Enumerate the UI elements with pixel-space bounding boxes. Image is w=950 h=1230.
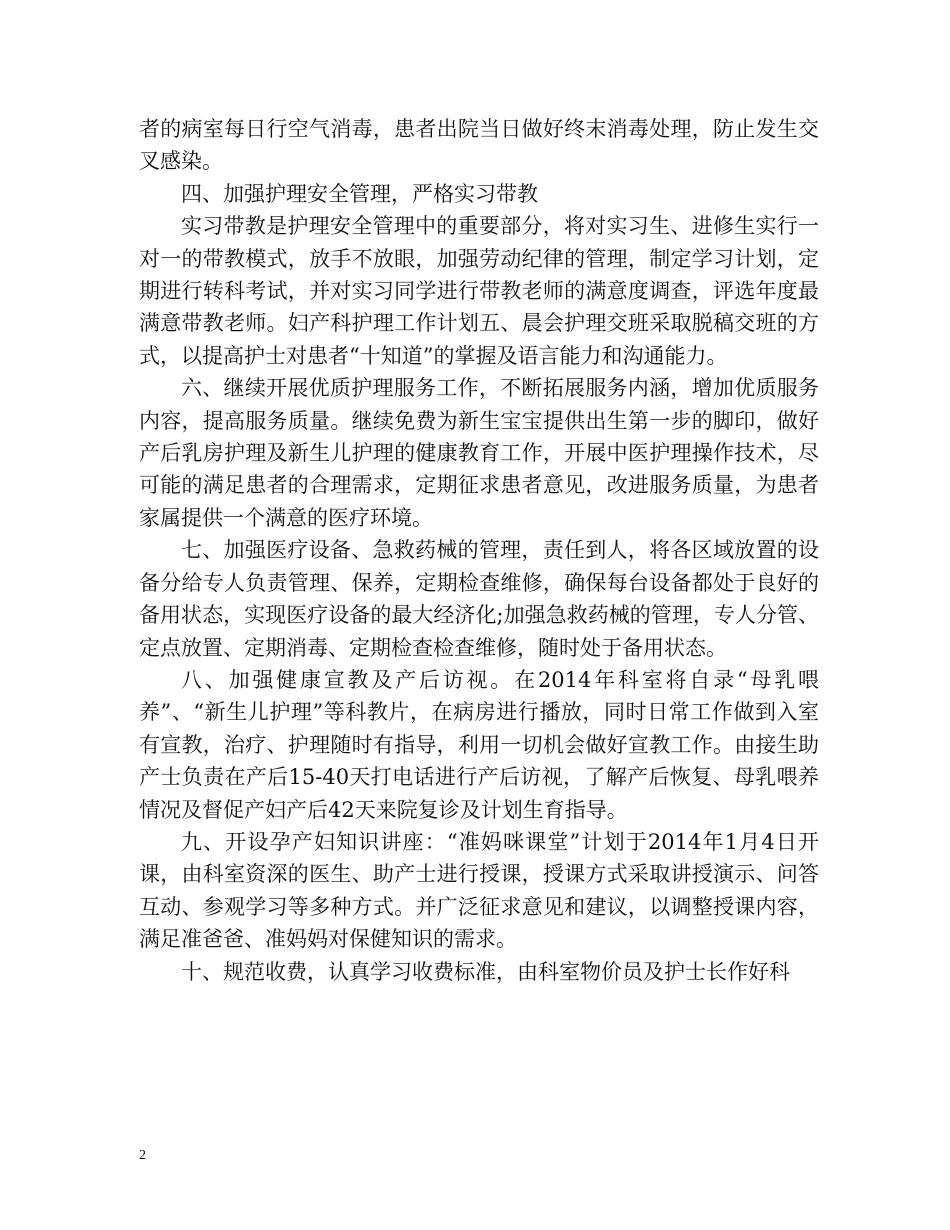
paragraph-section-10: 十、规范收费，认真学习收费标准，由科室物价员及护士长作好科	[181, 959, 790, 984]
page-number: 2	[139, 1148, 146, 1163]
paragraph-section-9: 九、开设孕产妇知识讲座：“准妈咪课堂”计划于2014年1月4日开课，由科室资深的医生、助产士进行授课，授课方式采取讲授演示、问答互动、参观学习等多种方式。并广泛征求意见和建议，以调整授课内容，满足准爸爸、准妈妈对保健知识的需求。	[139, 829, 819, 952]
section-heading-4: 四、加强护理安全管理，严格实习带教	[181, 181, 538, 206]
paragraph-section-8: 八、加强健康宣教及产后访视。在2014年科室将自录“母乳喂养”、“新生儿护理”等科教片，在病房进行播放，同时日常工作做到入室有宣教，治疗、护理随时有指导，利用一切机会做好宣教工作。由接生助产士负责在产后15-40天打电话进行产后访视，了解产后恢复、母乳喂养情况及督促产妇产后42天来院复诊及计划生育指导。	[139, 667, 819, 822]
paragraph-continuation: 者的病室每日行空气消毒，患者出院当日做好终末消毒处理，防止发生交叉感染。	[139, 117, 819, 174]
paragraph-section-7: 七、加强医疗设备、急救药械的管理，责任到人，将各区域放置的设备分给专人负责管理、保养，定期检查维修，确保每台设备都处于良好的备用状态，实现医疗设备的最大经济化;加强急救药械的管理，专人分管、定点放置、定期消毒、定期检查检查维修，随时处于备用状态。	[139, 538, 819, 660]
paragraph-section-6: 六、继续开展优质护理服务工作，不断拓展服务内涵，增加优质服务内容，提高服务质量。继续免费为新生宝宝提供出生第一步的脚印，做好产后乳房护理及新生儿护理的健康教育工作，开展中医护理操作技术，尽可能的满足患者的合理需求，定期征求患者意见，改进服务质量，为患者家属提供一个满意的医疗环境。	[139, 376, 819, 530]
paragraph-internship-teaching: 实习带教是护理安全管理中的重要部分，将对实习生、进修生实行一对一的带教模式，放手不放眼，加强劳动纪律的管理，制定学习计划，定期进行转科考试，并对实习同学进行带教老师的满意度调查，评选年度最满意带教老师。妇产科护理工作计划五、晨会护理交班采取脱稿交班的方式，以提高护士对患者“十知道”的掌握及语言能力和沟通能力。	[139, 214, 819, 368]
document-body	[139, 113, 819, 988]
